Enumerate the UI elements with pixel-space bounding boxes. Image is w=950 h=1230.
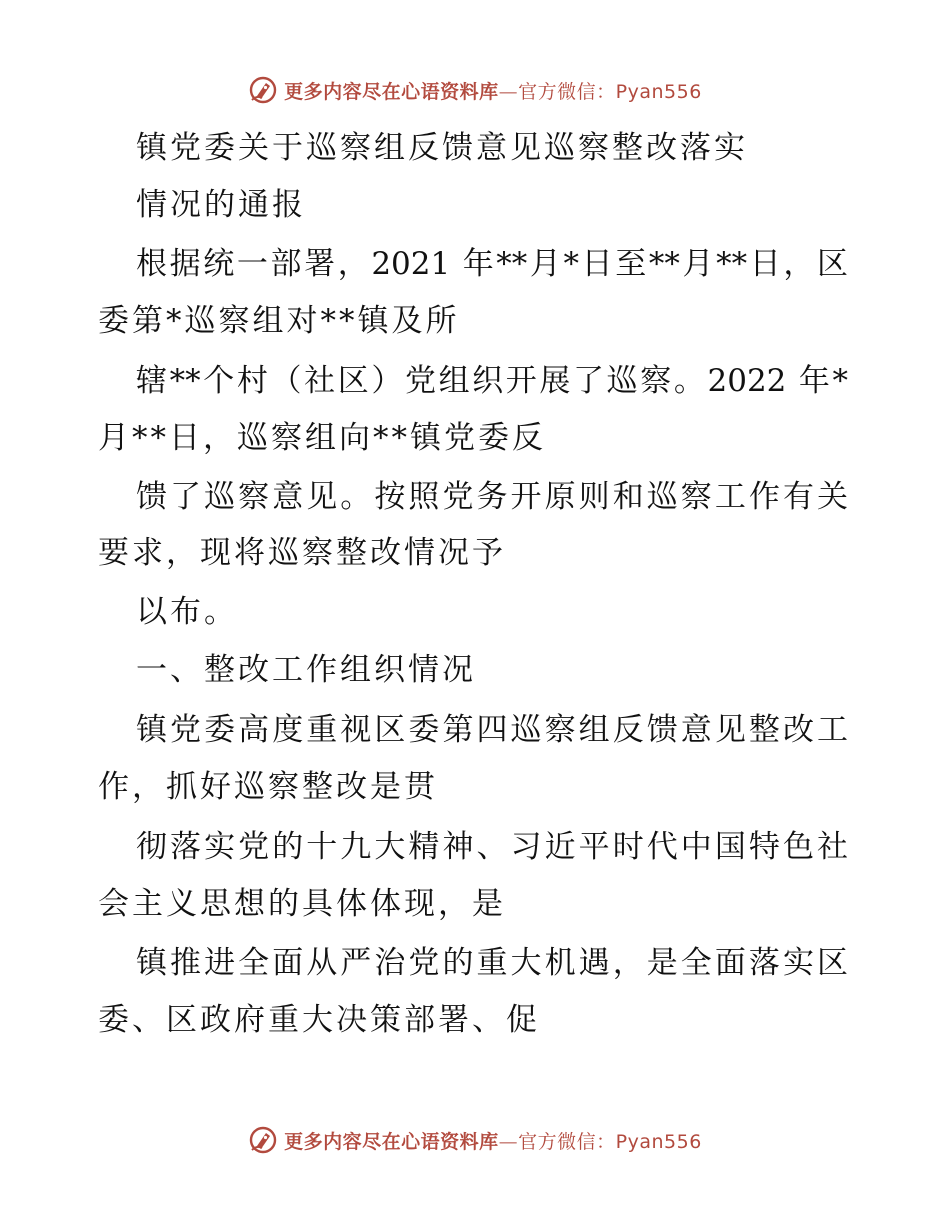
paragraph-line: 镇党委高度重视区委第四巡察组反馈意见整改工: [136, 712, 848, 748]
paragraph-line: 作，抓好巡察整改是贯: [98, 769, 438, 805]
pen-nib-circle-icon: [248, 1125, 278, 1155]
paragraph-line: 馈了巡察意见。按照党务开原则和巡察工作有关: [136, 479, 848, 515]
watermark-separator: —: [498, 1130, 519, 1153]
paragraph-line: 镇推进全面从严治党的重大机遇，是全面落实区: [136, 945, 848, 981]
watermark-separator: —: [498, 80, 519, 103]
watermark-wechat-text: 官方微信：Pyan556: [518, 80, 702, 103]
watermark-text: [284, 77, 702, 104]
watermark-main-text: 更多内容尽在心语资料库: [284, 1130, 499, 1153]
paragraph-line: 委、区政府重大决策部署、促: [98, 1002, 540, 1038]
watermark-text: [284, 1127, 702, 1154]
doc-title-line-2: 情况的通报: [136, 187, 306, 223]
paragraph-line: 委第*巡察组对**镇及所: [98, 303, 460, 339]
paragraph-line: 根据统一部署，2021 年**月*日至**月**日，区: [136, 246, 848, 282]
paragraph-line: 会主义思想的具体体现，是: [98, 886, 506, 922]
watermark-banner-top: [0, 72, 950, 108]
watermark-banner-bottom: [0, 1122, 950, 1158]
doc-title-line-1: 镇党委关于巡察组反馈意见巡察整改落实: [136, 130, 748, 166]
paragraph-line: 彻落实党的十九大精神、习近平时代中国特色社: [136, 829, 848, 865]
section-heading: 一、整改工作组织情况: [136, 652, 476, 688]
paragraph-line: 要求，现将巡察整改情况予: [98, 535, 506, 571]
paragraph-line: 以布。: [136, 594, 238, 630]
pen-nib-circle-icon: [248, 75, 278, 105]
paragraph-line: 辖**个村（社区）党组织开展了巡察。2022 年*: [136, 363, 848, 399]
watermark-main-text: 更多内容尽在心语资料库: [284, 80, 499, 103]
watermark-wechat-text: 官方微信：Pyan556: [518, 1130, 702, 1153]
paragraph-line: 月**日，巡察组向**镇党委反: [98, 420, 546, 456]
